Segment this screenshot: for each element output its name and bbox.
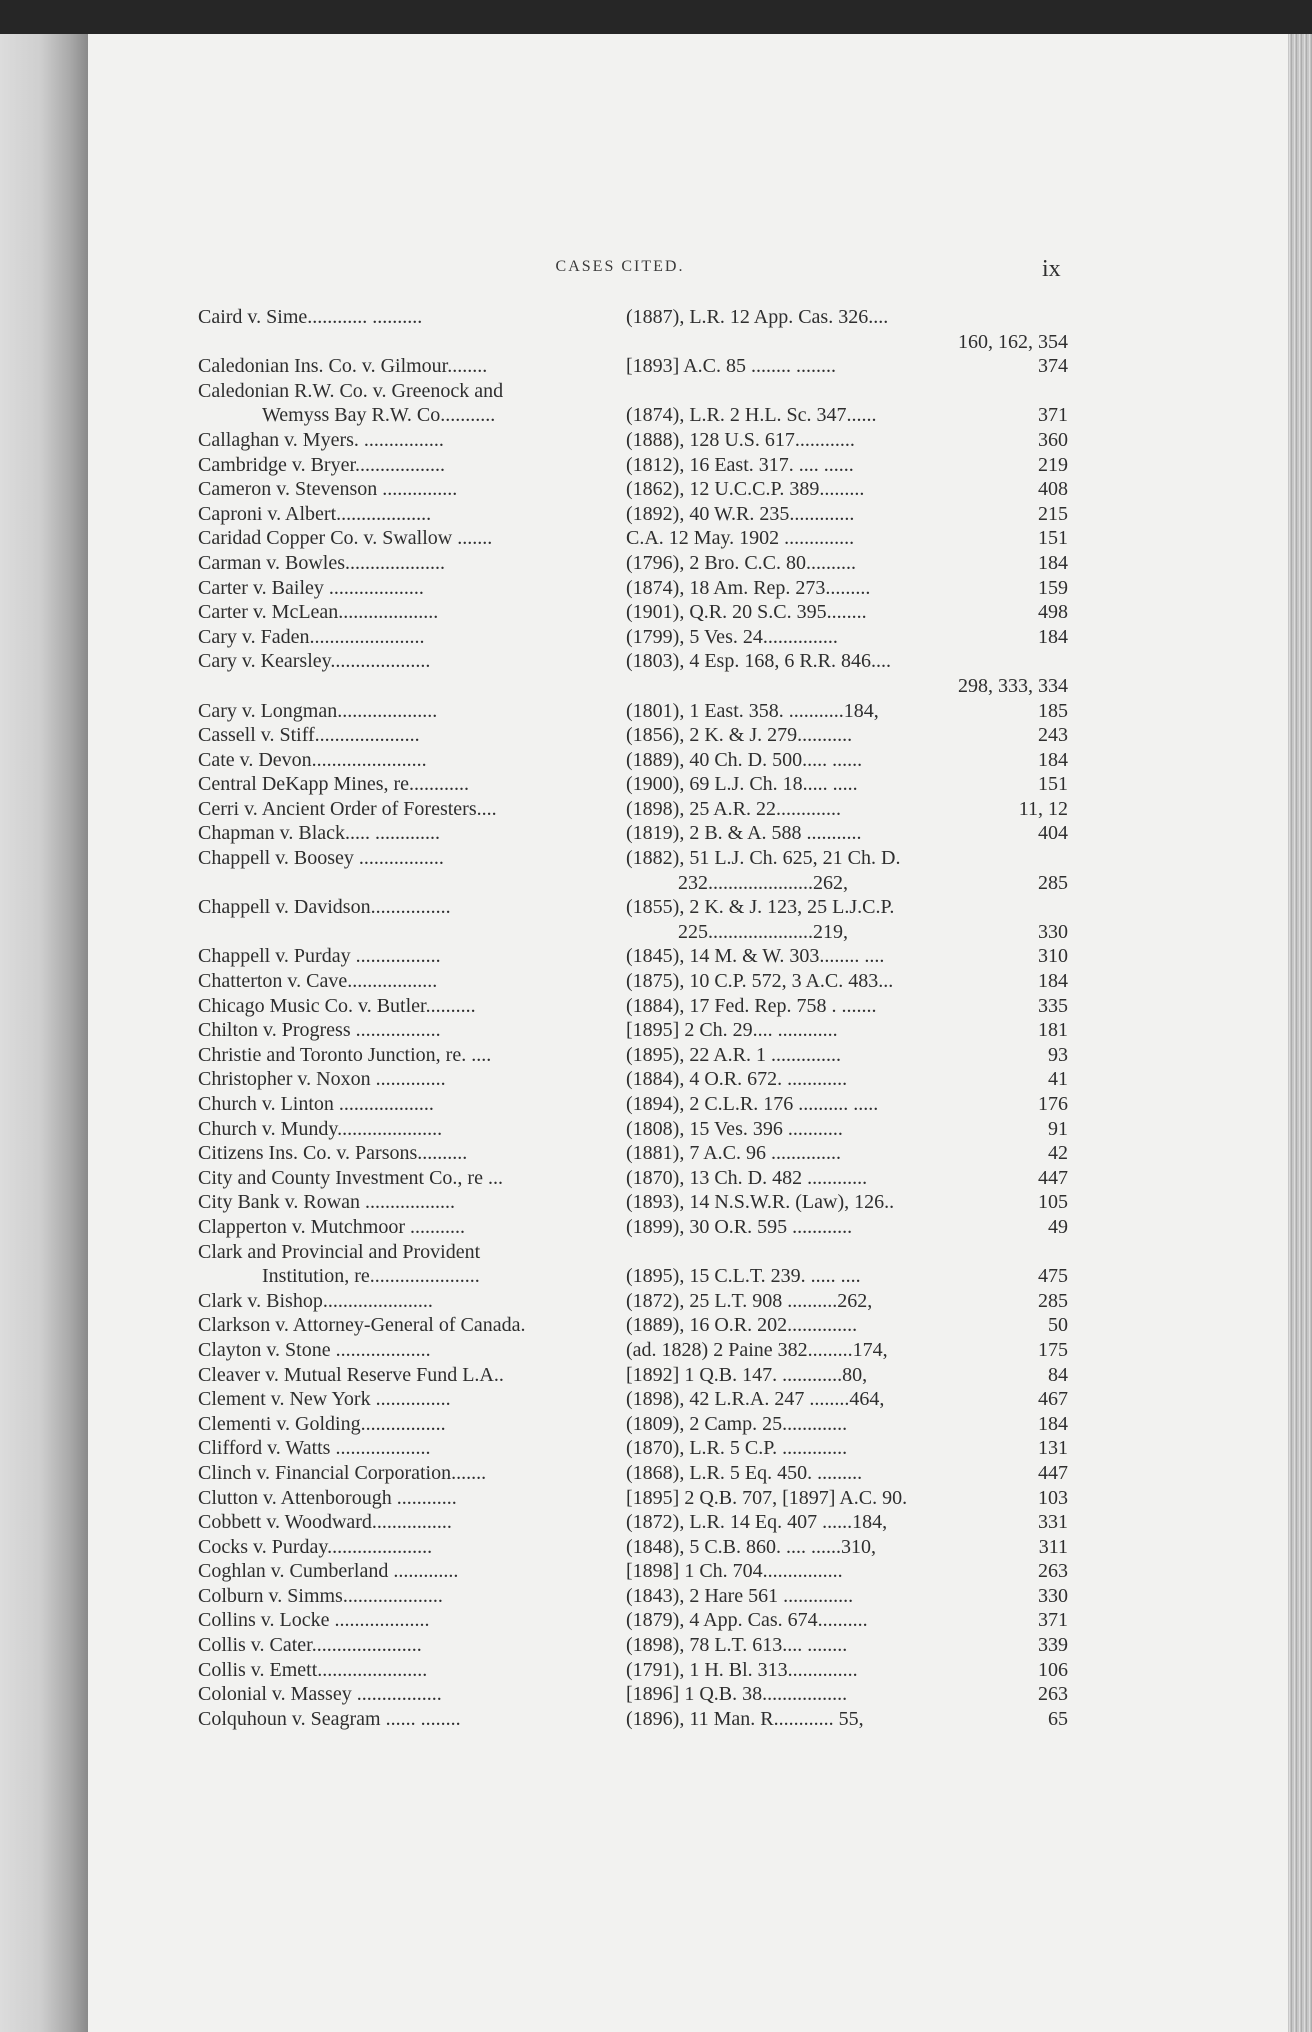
case-name: Clayton v. Stone ................... bbox=[198, 1338, 431, 1361]
case-entry-row bbox=[198, 1166, 1068, 1191]
book-gutter bbox=[0, 34, 88, 2032]
case-name: Clark and Provincial and Provident bbox=[198, 1240, 481, 1263]
case-name: Cary v. Faden....................... bbox=[198, 625, 425, 648]
page-references: 41 bbox=[1048, 1068, 1068, 1091]
case-entry-row bbox=[198, 1092, 1068, 1117]
case-name: Collis v. Emett...................... bbox=[198, 1658, 428, 1681]
case-citation: (1848), 5 C.B. 860. .... ......310, bbox=[626, 1535, 876, 1558]
case-name: Cary v. Kearsley.................... bbox=[198, 650, 431, 673]
case-citation: (1856), 2 K. & J. 279........... bbox=[626, 724, 853, 747]
page-references: 310 bbox=[1038, 945, 1068, 968]
case-entry-row bbox=[198, 969, 1068, 994]
case-name: Christopher v. Noxon .............. bbox=[198, 1068, 446, 1091]
case-entry-row bbox=[198, 1608, 1068, 1633]
case-name: Central DeKapp Mines, re............ bbox=[198, 773, 470, 796]
case-entry-row bbox=[198, 1658, 1068, 1683]
case-name: Chilton v. Progress ................. bbox=[198, 1019, 441, 1042]
page-references: 475 bbox=[1038, 1265, 1068, 1288]
case-entry-row bbox=[198, 354, 1068, 379]
case-name: Chapman v. Black..... ............. bbox=[198, 822, 441, 845]
case-name: Carman v. Bowles.................... bbox=[198, 551, 446, 574]
case-entry-row bbox=[198, 403, 1068, 428]
case-citation: (1843), 2 Hare 561 .............. bbox=[626, 1584, 854, 1607]
page-references: 330 bbox=[1038, 920, 1068, 943]
case-name: Cleaver v. Mutual Reserve Fund L.A.. bbox=[198, 1363, 504, 1386]
case-citation: [1898] 1 Ch. 704................ bbox=[626, 1560, 843, 1583]
page-references: 184 bbox=[1038, 551, 1068, 574]
case-name: Clarkson v. Attorney-General of Canada. bbox=[198, 1314, 526, 1337]
case-name: Institution, re...................... bbox=[262, 1265, 480, 1288]
page-references: 285 bbox=[1038, 1289, 1068, 1312]
case-entry-row bbox=[198, 330, 1068, 355]
case-entry-row bbox=[198, 453, 1068, 478]
case-entry-row bbox=[198, 1117, 1068, 1142]
page-references: 371 bbox=[1038, 1609, 1068, 1632]
page-number: ix bbox=[1042, 256, 1061, 282]
page-references: 65 bbox=[1048, 1707, 1068, 1730]
page-references: 184 bbox=[1038, 1412, 1068, 1435]
case-entry-row bbox=[198, 772, 1068, 797]
case-citation: (1855), 2 K. & J. 123, 25 L.J.C.P. bbox=[626, 896, 895, 919]
scan-top-border bbox=[0, 0, 1312, 34]
case-entry-row bbox=[198, 1338, 1068, 1363]
case-citation: (1803), 4 Esp. 168, 6 R.R. 846.... bbox=[626, 650, 891, 673]
case-entry-row bbox=[198, 821, 1068, 846]
page-references: 339 bbox=[1038, 1634, 1068, 1657]
case-citation: (1884), 4 O.R. 672. ............ bbox=[626, 1068, 848, 1091]
case-entry-row bbox=[198, 1018, 1068, 1043]
page-references: 184 bbox=[1038, 748, 1068, 771]
case-entry-row bbox=[198, 1682, 1068, 1707]
case-citation: C.A. 12 May. 1902 .............. bbox=[626, 527, 855, 550]
case-name: Carter v. Bailey ................... bbox=[198, 576, 424, 599]
case-citation: (1796), 2 Bro. C.C. 80.......... bbox=[626, 551, 856, 574]
page-references: 91 bbox=[1048, 1117, 1068, 1140]
case-name: Clutton v. Attenborough ............ bbox=[198, 1486, 457, 1509]
case-name: Christie and Toronto Junction, re. .... bbox=[198, 1043, 492, 1066]
case-citation: (ad. 1828) 2 Paine 382.........174, bbox=[626, 1338, 888, 1361]
page-references: 151 bbox=[1038, 773, 1068, 796]
case-citation: (1875), 10 C.P. 572, 3 A.C. 483... bbox=[626, 970, 894, 993]
case-citation: (1899), 30 O.R. 595 ............ bbox=[626, 1215, 853, 1238]
page-references: 103 bbox=[1038, 1486, 1068, 1509]
page-references: 185 bbox=[1038, 699, 1068, 722]
case-citation: (1884), 17 Fed. Rep. 758 . ....... bbox=[626, 994, 877, 1017]
page-references: 160, 162, 354 bbox=[958, 330, 1068, 353]
case-name: Chatterton v. Cave.................. bbox=[198, 970, 438, 993]
case-name: Cary v. Longman.................... bbox=[198, 699, 438, 722]
case-citation: (1801), 1 East. 358. ...........184, bbox=[626, 699, 879, 722]
case-entry-row bbox=[198, 871, 1068, 896]
case-entry-row bbox=[198, 1412, 1068, 1437]
case-name: Coghlan v. Cumberland ............. bbox=[198, 1560, 459, 1583]
page-references: 330 bbox=[1038, 1584, 1068, 1607]
case-name: Cate v. Devon....................... bbox=[198, 748, 427, 771]
case-entry-row bbox=[198, 526, 1068, 551]
case-citation: (1868), L.R. 5 Eq. 450. ......... bbox=[626, 1461, 863, 1484]
cases-cited-list bbox=[198, 305, 1068, 1731]
case-entry-row bbox=[198, 379, 1068, 404]
case-entry-row bbox=[198, 1190, 1068, 1215]
case-name: Collins v. Locke ................... bbox=[198, 1609, 430, 1632]
case-entry-row bbox=[198, 895, 1068, 920]
case-citation: (1874), 18 Am. Rep. 273......... bbox=[626, 576, 871, 599]
case-entry-row bbox=[198, 846, 1068, 871]
case-name: Caledonian Ins. Co. v. Gilmour........ bbox=[198, 355, 488, 378]
case-entry-row bbox=[198, 1313, 1068, 1338]
case-entry-row bbox=[198, 1461, 1068, 1486]
case-entry-row bbox=[198, 797, 1068, 822]
case-citation: (1892), 40 W.R. 235............. bbox=[626, 502, 855, 525]
case-citation: (1901), Q.R. 20 S.C. 395........ bbox=[626, 601, 867, 624]
case-entry-row bbox=[198, 428, 1068, 453]
case-name: Caproni v. Albert................... bbox=[198, 502, 432, 525]
case-citation: (1888), 128 U.S. 617............ bbox=[626, 428, 855, 451]
case-name: Clifford v. Watts ................... bbox=[198, 1437, 431, 1460]
case-citation: (1874), L.R. 2 H.L. Sc. 347...... bbox=[626, 404, 877, 427]
case-citation: (1898), 25 A.R. 22............. bbox=[626, 797, 841, 820]
page-references: 331 bbox=[1038, 1511, 1068, 1534]
case-citation: (1870), 13 Ch. D. 482 ............ bbox=[626, 1166, 868, 1189]
page-references: 371 bbox=[1038, 404, 1068, 427]
case-entry-row bbox=[198, 1436, 1068, 1461]
case-citation: [1896] 1 Q.B. 38................. bbox=[626, 1683, 848, 1706]
case-entry-row bbox=[198, 551, 1068, 576]
case-entry-row bbox=[198, 1264, 1068, 1289]
case-entry-row bbox=[198, 994, 1068, 1019]
case-name: Caird v. Sime............ .......... bbox=[198, 306, 423, 328]
page-references: 93 bbox=[1048, 1043, 1068, 1066]
case-entry-row bbox=[198, 477, 1068, 502]
case-name: Clement v. New York ............... bbox=[198, 1388, 451, 1411]
page-references: 447 bbox=[1038, 1166, 1068, 1189]
page-references: 42 bbox=[1048, 1142, 1068, 1165]
page-references: 50 bbox=[1048, 1314, 1068, 1337]
case-citation: (1882), 51 L.J. Ch. 625, 21 Ch. D. bbox=[626, 847, 901, 870]
case-entry-row bbox=[198, 649, 1068, 674]
page-references: 285 bbox=[1038, 871, 1068, 894]
case-entry-row bbox=[198, 944, 1068, 969]
running-header-title: CASES CITED. bbox=[555, 258, 685, 275]
case-citation: (1872), L.R. 14 Eq. 407 ......184, bbox=[626, 1511, 888, 1534]
page-references: 159 bbox=[1038, 576, 1068, 599]
case-citation: (1881), 7 A.C. 96 .............. bbox=[626, 1142, 841, 1165]
case-entry-row bbox=[198, 1363, 1068, 1388]
case-entry-row bbox=[198, 305, 1068, 330]
case-citation: (1819), 2 B. & A. 588 ........... bbox=[626, 822, 862, 845]
case-citation: (1898), 42 L.R.A. 247 ........464, bbox=[626, 1388, 885, 1411]
case-name: Citizens Ins. Co. v. Parsons.......... bbox=[198, 1142, 468, 1165]
case-citation: (1791), 1 H. Bl. 313.............. bbox=[626, 1658, 858, 1681]
case-entry-row bbox=[198, 1535, 1068, 1560]
case-entry-row bbox=[198, 1633, 1068, 1658]
page-references: 11, 12 bbox=[1018, 797, 1068, 820]
case-entry-row bbox=[198, 748, 1068, 773]
case-name: Colquhoun v. Seagram ...... ........ bbox=[198, 1707, 461, 1730]
page-references: 175 bbox=[1038, 1338, 1068, 1361]
case-entry-row bbox=[198, 1584, 1068, 1609]
page-references: 151 bbox=[1038, 527, 1068, 550]
case-name: Chappell v. Purday ................. bbox=[198, 945, 441, 968]
page-references: 447 bbox=[1038, 1461, 1068, 1484]
case-citation: (1900), 69 L.J. Ch. 18..... ..... bbox=[626, 773, 858, 796]
case-citation: (1862), 12 U.C.C.P. 389......... bbox=[626, 478, 865, 501]
page-references: 219 bbox=[1038, 453, 1068, 476]
case-name: Cameron v. Stevenson ............... bbox=[198, 478, 458, 501]
case-entry-row bbox=[198, 502, 1068, 527]
page-references: 49 bbox=[1048, 1215, 1068, 1238]
case-citation: (1894), 2 C.L.R. 176 .......... ..... bbox=[626, 1093, 879, 1115]
case-name: Cambridge v. Bryer.................. bbox=[198, 453, 446, 476]
page-references: 215 bbox=[1038, 502, 1068, 525]
case-name: Carter v. McLean.................... bbox=[198, 601, 439, 624]
page-references: 360 bbox=[1038, 428, 1068, 451]
page-references: 263 bbox=[1038, 1560, 1068, 1583]
page-references: 184 bbox=[1038, 970, 1068, 993]
case-citation: (1845), 14 M. & W. 303........ .... bbox=[626, 945, 885, 968]
case-citation: (1872), 25 L.T. 908 ..........262, bbox=[626, 1289, 873, 1312]
case-citation: (1895), 15 C.L.T. 239. ..... .... bbox=[626, 1265, 861, 1288]
case-entry-row bbox=[198, 1387, 1068, 1412]
case-name: Wemyss Bay R.W. Co........... bbox=[262, 404, 496, 427]
case-entry-row bbox=[198, 1240, 1068, 1265]
case-name: Clark v. Bishop...................... bbox=[198, 1289, 433, 1312]
case-name: Colonial v. Massey ................. bbox=[198, 1683, 442, 1706]
case-entry-row bbox=[198, 1141, 1068, 1166]
page-references: 106 bbox=[1038, 1658, 1068, 1681]
case-entry-row bbox=[198, 1707, 1068, 1732]
case-name: Clementi v. Golding................. bbox=[198, 1412, 446, 1435]
case-name: Church v. Mundy..................... bbox=[198, 1117, 443, 1140]
page-references: 105 bbox=[1038, 1191, 1068, 1214]
case-entry-row bbox=[198, 1067, 1068, 1092]
case-citation: (1799), 5 Ves. 24............... bbox=[626, 625, 838, 648]
case-name: Church v. Linton ................... bbox=[198, 1093, 434, 1115]
case-entry-row bbox=[198, 576, 1068, 601]
page-references: 311 bbox=[1038, 1535, 1068, 1558]
case-name: Caledonian R.W. Co. v. Greenock and bbox=[198, 379, 504, 402]
case-citation: (1879), 4 App. Cas. 674.......... bbox=[626, 1609, 868, 1632]
case-entry-row bbox=[198, 1043, 1068, 1068]
page-references: 84 bbox=[1048, 1363, 1068, 1386]
case-name: Clapperton v. Mutchmoor ........... bbox=[198, 1215, 466, 1238]
page-references: 467 bbox=[1038, 1388, 1068, 1411]
case-entry-row bbox=[198, 600, 1068, 625]
case-name: Chappell v. Davidson................ bbox=[198, 896, 451, 919]
case-name: Colburn v. Simms.................... bbox=[198, 1584, 443, 1607]
page-references: 298, 333, 334 bbox=[958, 674, 1068, 697]
case-citation: (1898), 78 L.T. 613.... ........ bbox=[626, 1634, 848, 1657]
case-entry-row bbox=[198, 674, 1068, 699]
case-name: Callaghan v. Myers. ................ bbox=[198, 428, 444, 451]
page-references: 498 bbox=[1038, 601, 1068, 624]
case-name: Clinch v. Financial Corporation....... bbox=[198, 1461, 487, 1484]
case-entry-row bbox=[198, 1559, 1068, 1584]
case-name: Chappell v. Boosey ................. bbox=[198, 847, 444, 870]
case-name: Chicago Music Co. v. Butler.......... bbox=[198, 994, 476, 1017]
page-references: 404 bbox=[1038, 822, 1068, 845]
page-stack-edge bbox=[1288, 34, 1312, 2032]
case-citation: 225.....................219, bbox=[678, 920, 848, 943]
case-name: City Bank v. Rowan .................. bbox=[198, 1191, 456, 1214]
case-citation: (1889), 40 Ch. D. 500..... ...... bbox=[626, 748, 863, 771]
case-citation: (1896), 11 Man. R............ 55, bbox=[626, 1707, 864, 1730]
case-entry-row bbox=[198, 1510, 1068, 1535]
case-name: City and County Investment Co., re ... bbox=[198, 1166, 503, 1189]
page-references: 335 bbox=[1038, 994, 1068, 1017]
case-citation: [1895] 2 Q.B. 707, [1897] A.C. 90. bbox=[626, 1486, 908, 1509]
page-references: 184 bbox=[1038, 625, 1068, 648]
case-citation: 232.....................262, bbox=[678, 871, 848, 894]
page-references: 408 bbox=[1038, 478, 1068, 501]
page-references: 263 bbox=[1038, 1683, 1068, 1706]
page-references: 243 bbox=[1038, 724, 1068, 747]
case-name: Cassell v. Stiff..................... bbox=[198, 724, 420, 747]
case-entry-row bbox=[198, 625, 1068, 650]
case-name: Collis v. Cater...................... bbox=[198, 1634, 422, 1657]
page-references: 131 bbox=[1038, 1437, 1068, 1460]
case-entry-row bbox=[198, 723, 1068, 748]
case-citation: (1895), 22 A.R. 1 .............. bbox=[626, 1043, 841, 1066]
case-citation: (1812), 16 East. 317. .... ...... bbox=[626, 453, 854, 476]
case-citation: [1893] A.C. 85 ........ ........ bbox=[626, 355, 836, 378]
case-entry-row bbox=[198, 699, 1068, 724]
case-entry-row bbox=[198, 1486, 1068, 1511]
case-entry-row bbox=[198, 1289, 1068, 1314]
case-citation: (1889), 16 O.R. 202.............. bbox=[626, 1314, 858, 1337]
case-citation: [1895] 2 Ch. 29.... ............ bbox=[626, 1019, 838, 1042]
case-entry-row bbox=[198, 920, 1068, 945]
case-citation: [1892] 1 Q.B. 147. ............80, bbox=[626, 1363, 868, 1386]
page-references: 176 bbox=[1038, 1093, 1068, 1115]
case-citation: (1870), L.R. 5 C.P. ............. bbox=[626, 1437, 848, 1460]
case-name: Cocks v. Purday..................... bbox=[198, 1535, 433, 1558]
case-name: Caridad Copper Co. v. Swallow ....... bbox=[198, 527, 493, 550]
case-citation: (1893), 14 N.S.W.R. (Law), 126.. bbox=[626, 1191, 895, 1214]
page-references: 181 bbox=[1038, 1019, 1068, 1042]
case-entry-row bbox=[198, 1215, 1068, 1240]
case-citation: (1809), 2 Camp. 25............. bbox=[626, 1412, 848, 1435]
page-references: 374 bbox=[1038, 355, 1068, 378]
case-citation: (1887), L.R. 12 App. Cas. 326.... bbox=[626, 306, 889, 328]
case-citation: (1808), 15 Ves. 396 ........... bbox=[626, 1117, 843, 1140]
case-name: Cerri v. Ancient Order of Foresters.... bbox=[198, 797, 497, 820]
case-name: Cobbett v. Woodward................ bbox=[198, 1511, 452, 1534]
